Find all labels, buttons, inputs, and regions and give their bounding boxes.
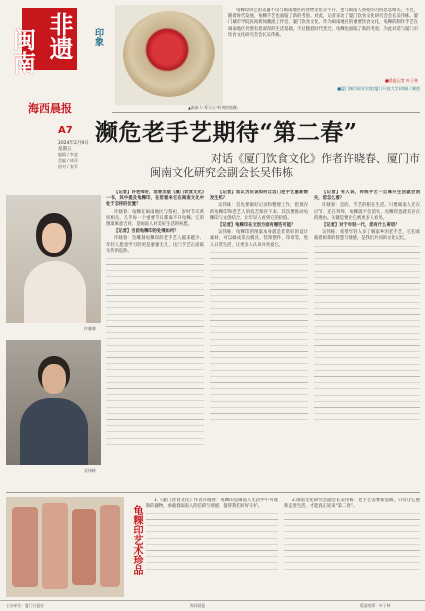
col3-filler — [314, 244, 420, 424]
food-photo — [123, 11, 215, 97]
footer-left: 主办单位：厦门日报社 — [6, 603, 44, 608]
person1-face — [42, 223, 66, 253]
subheadline-line2: 闽南文化研究会副会长吴伟栋 — [150, 166, 293, 179]
person2-body — [20, 398, 88, 465]
col3-a1: 许晓春：是的，手艺的根在生活。只要闽南人还在过节、还在拜拜，龟粿就不会消失，龟粿印也就有存在的理由。关键是要让它被更多人看见。 — [314, 203, 420, 221]
col3-q2: 【记者】对于年轻一代，您有什么寄语？ — [322, 223, 400, 229]
col2-filler — [210, 250, 308, 420]
body-column-2 — [210, 190, 308, 487]
mold-photo — [6, 497, 124, 597]
person1-body — [24, 261, 86, 323]
mold-2 — [42, 503, 68, 589]
top-story-credit: ■晨报记者 叶子林 — [384, 78, 418, 83]
mold-1 — [12, 507, 38, 587]
food-photo-caption: ▲闽南人“拜天公”时用的龟粿。 — [188, 105, 241, 110]
top-story-text — [228, 8, 418, 68]
footer-center: 海西晨报 — [190, 603, 206, 608]
footer — [0, 600, 425, 611]
col1-a2: 许晓春：会雕刻龟粿印的老手艺人越来越少，年轻人愿意学习的更是寥寥无几，这门手艺正面临失传的危险。 — [106, 236, 204, 254]
masthead-text-nan: 闽南 — [9, 28, 35, 74]
col1-q2: 【记者】当前龟粿印的处境如何？ — [114, 229, 179, 235]
issue-weekday: 星期五 — [58, 147, 72, 152]
masthead — [0, 0, 110, 175]
col1-q1: 【记者】许老师好，您曾出版《厦门饮食文化》一书，其中提及龟粿印，在您看来它在闽南文化中处于怎样的位置？ — [106, 190, 204, 208]
bottom-paragraph-1: 1.《厦门饮食文化》作者许晓春：龟粿印是闽南人生活中不可或缺的器物，承载着闽南人的信仰与情感，值得我们好好守护。 — [146, 498, 278, 510]
col1-filler — [106, 256, 204, 446]
bottom-filler-1 — [146, 511, 278, 571]
issue-date: 2024年2月9日 — [58, 141, 89, 146]
footer-right: 版面统筹：叶子林 — [360, 603, 391, 608]
mold-4 — [100, 505, 120, 587]
vertical-title: 龟粿印艺术珍品 — [131, 505, 142, 575]
col2-q2: 【记者】龟粿印在文创方面有哪些可能？ — [218, 223, 296, 229]
mold-3 — [72, 509, 96, 585]
masthead-text-feiyi: 非遗 — [45, 12, 73, 60]
bottom-divider — [6, 492, 420, 493]
col3-a2: 吴伟栋：希望年轻人多了解家乡的老手艺，它们承载着祖辈的智慧与情感，是我们共同的文化记忆。 — [314, 230, 420, 242]
top-story-image — [115, 5, 223, 105]
subheadline-line1: 对话《厦门饮食文化》作者许晓春、厦门市 — [211, 152, 420, 165]
col2-a1: 吴伟栋：首先要做好记录和整理工作，把现存的龟粿印和老艺人的技艺保存下来；其次要推动龟粿印与文创结合，让年轻人看到它的价值。 — [210, 203, 308, 221]
designer-credit: 美编 / 林萍 — [58, 158, 78, 163]
col2-a2: 吴伟栋：龟粿印的图案本身就是非常好的设计素材，可以做成茶点模具、装饰摆件、印章等，进入日常生活，让更多人认识并喜爱它。 — [210, 230, 308, 248]
top-divider — [112, 112, 420, 113]
person2-face — [42, 364, 66, 394]
person2-caption: 吴伟栋 — [84, 468, 96, 473]
col2-q1: 【记者】您认为应该如何让这门老手艺重新焕发生机？ — [210, 190, 308, 202]
bottom-paragraph-2: 2.闽南文化研究会副会长吴伟栋：老手艺需要新思路，只有让它重新走进生活，才能真正迎来“第二春”。 — [284, 498, 420, 510]
body-column-3 — [314, 190, 420, 487]
col1-a1: 许晓春：龟粿在闽南地区与祭祀、岁时节庆密切相关，几乎每一个重要节日都离不开龟粿。它的图案寓意吉祥，是闽南人对美好生活的祝愿。 — [106, 209, 204, 228]
paper-name: 海西晨报 — [28, 102, 72, 115]
top-story-paragraph: 龟粿印饼艺的美器不仅与闽南地区的食物文化分不开，也与闽南人祭祀的习俗息息相关。不过，随着时代发展，龟粿手艺也面临了新的考验。对此，记者采访了厦门饮食文化研究会会长吴伟栋。厦门城市学院民间新闻潮流工作室、厦门饮食文化、作为闽南地区的重要饮食文化，龟粿的制作手艺在闽南地区仍然有着深厚的生活基础。不过随着时代变迁，龟粿也面临了新的考验，为此对话与厦门市饮食文化研究会会长吴伟栋。 — [228, 8, 418, 38]
masthead-print-label: 印象 — [93, 28, 103, 46]
person1-photo — [6, 195, 101, 323]
edition-number: A7 — [58, 125, 73, 136]
top-story-footnote: ■厦门城市职业学院(厦门开放大学)供稿 / 制图 — [337, 86, 420, 91]
editor-credit: 编辑 / 李凌 — [58, 152, 78, 157]
person1-caption: 许晓春 — [84, 326, 96, 331]
col3-q1: 【记者】有人说，传统手艺一旦离开生活就会消失，您怎么看？ — [314, 190, 420, 202]
bottom-text-1 — [146, 498, 278, 596]
person2-photo — [6, 340, 101, 465]
proofreader-credit: 校对 / 张军 — [58, 164, 78, 169]
bottom-filler-2 — [284, 511, 420, 571]
bottom-text-2 — [284, 498, 420, 596]
headline: 濒危老手艺期待“第二春” — [95, 119, 358, 146]
body-column-1 — [106, 190, 204, 487]
